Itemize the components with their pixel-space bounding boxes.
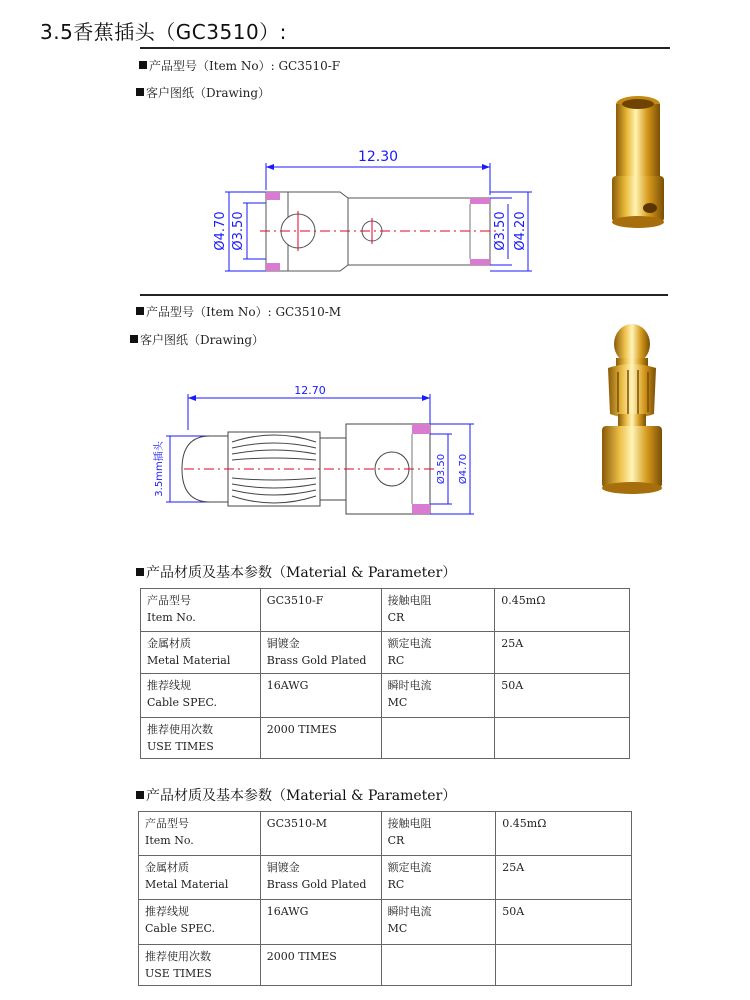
spec-table-female	[140, 588, 630, 759]
spec-table-male	[138, 811, 632, 986]
table-cell: 额定电流 RC	[381, 856, 496, 900]
female-left-inner-diameter: Ø3.50	[231, 211, 246, 251]
hatch-area	[266, 192, 280, 200]
solder-hole	[643, 203, 657, 213]
pin-waist	[618, 414, 646, 426]
table-row	[141, 632, 630, 674]
square-bullet-icon	[139, 61, 147, 69]
female-left-outer-diameter: Ø4.70	[213, 211, 228, 251]
pin-collar	[602, 426, 662, 488]
table-cell: 2000 TIMES	[260, 718, 381, 759]
tube-opening	[622, 99, 654, 109]
table-cell: 2000 TIMES	[260, 945, 381, 986]
male-right-outer-diameter: Ø4.70	[458, 453, 469, 485]
table-cell: 50A	[496, 900, 632, 945]
table-cell: GC3510-M	[260, 812, 381, 856]
arrow-left-icon	[266, 164, 274, 170]
collar-bottom	[602, 482, 662, 494]
hatch-area	[266, 263, 280, 271]
table-cell: 额定电流 RC	[381, 632, 495, 674]
table-row	[141, 589, 630, 632]
table-cell: 铜镀金 Brass Gold Plated	[260, 856, 381, 900]
hatch-area	[412, 504, 430, 514]
table-cell: 铜镀金 Brass Gold Plated	[260, 632, 381, 674]
male-drawing	[140, 380, 480, 520]
page-title: 3.5香蕉插头（GC3510）:	[40, 20, 287, 44]
table-cell: 16AWG	[260, 674, 381, 718]
square-bullet-icon	[136, 791, 144, 799]
table-cell: 推荐线规 Cable SPEC.	[141, 674, 261, 718]
male-item-label: 产品型号（Item No）: GC3510-M	[136, 303, 341, 320]
male-right-inner-diameter: Ø3.50	[436, 453, 447, 485]
tube-body	[616, 104, 660, 176]
female-right-outer-diameter: Ø4.20	[513, 211, 528, 251]
table-cell	[381, 718, 495, 759]
table-cell: 推荐使用次数 USE TIMES	[139, 945, 261, 986]
table-row	[141, 718, 630, 759]
table-cell: 产品型号 Item No.	[139, 812, 261, 856]
table-cell: 25A	[495, 632, 630, 674]
table2-heading: 产品材质及基本参数（Material & Parameter）	[136, 785, 456, 805]
square-bullet-icon	[136, 307, 144, 315]
table-cell: 接触电阻 CR	[381, 812, 496, 856]
table-cell: 16AWG	[260, 900, 381, 945]
table-cell: 0.45mΩ	[495, 589, 630, 632]
title-divider	[140, 47, 670, 49]
collar-body	[612, 176, 664, 222]
table-cell: 推荐使用次数 USE TIMES	[141, 718, 261, 759]
section-divider	[140, 294, 668, 296]
female-right-inner-diameter: Ø3.50	[493, 211, 508, 251]
square-bullet-icon	[136, 568, 144, 576]
arrow-right-icon	[422, 395, 430, 401]
female-product-photo	[598, 92, 678, 232]
table-row	[139, 900, 632, 945]
male-pin-diameter: 3.5mm插头	[154, 441, 165, 497]
table-cell: 金属材质 Metal Material	[139, 856, 261, 900]
table1-heading: 产品材质及基本参数（Material & Parameter）	[136, 562, 456, 582]
hatch-area	[470, 259, 490, 265]
table-cell	[381, 945, 496, 986]
male-drawing-label: 客户图纸（Drawing）	[130, 331, 264, 348]
table-cell: 0.45mΩ	[496, 812, 632, 856]
table-cell: 产品型号 Item No.	[141, 589, 261, 632]
square-bullet-icon	[136, 88, 144, 96]
female-length-value: 12.30	[357, 149, 399, 165]
table-row	[139, 856, 632, 900]
male-length-value: 12.70	[294, 384, 326, 397]
hatch-area	[470, 198, 490, 204]
table-cell	[495, 718, 630, 759]
female-item-label: 产品型号（Item No）: GC3510-F	[139, 57, 340, 74]
table-cell: 接触电阻 CR	[381, 589, 495, 632]
female-drawing-label: 客户图纸（Drawing）	[136, 84, 270, 101]
table-row	[139, 945, 632, 986]
table-cell: 金属材质 Metal Material	[141, 632, 261, 674]
table-cell: 瞬时电流 MC	[381, 674, 495, 718]
table-cell: 瞬时电流 MC	[381, 900, 496, 945]
female-drawing	[200, 145, 540, 285]
table-cell: 25A	[496, 856, 632, 900]
table-cell: 推荐线规 Cable SPEC.	[139, 900, 261, 945]
collar-bottom	[612, 216, 664, 228]
table-row	[139, 812, 632, 856]
hatch-area	[412, 424, 430, 434]
table-row	[141, 674, 630, 718]
pin-spring	[608, 364, 656, 418]
table-cell: GC3510-F	[260, 589, 381, 632]
table-cell	[496, 945, 632, 986]
square-bullet-icon	[130, 335, 138, 343]
arrow-right-icon	[482, 164, 490, 170]
male-product-photo	[588, 318, 678, 496]
arrow-left-icon	[188, 395, 196, 401]
table-cell: 50A	[495, 674, 630, 718]
